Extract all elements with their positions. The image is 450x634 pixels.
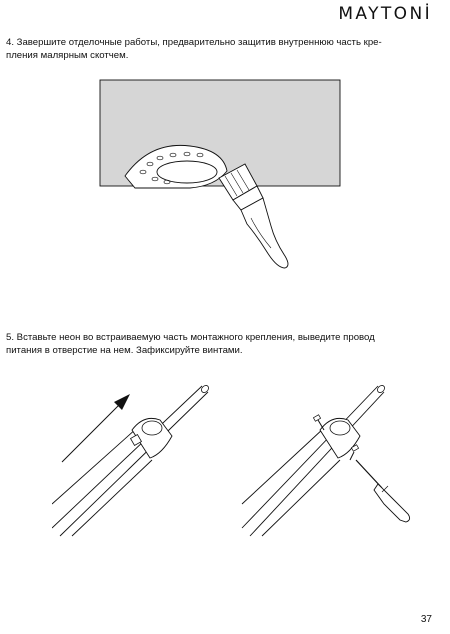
direction-arrow-icon [62,394,130,462]
step-4-text: 4. Завершите отделочные работы, предварительно защитив внутреннюю часть кре- пления малярным скотчем. [6,37,382,61]
step-4-instruction [6,37,436,62]
step-5-instruction [6,332,436,357]
neon-tube [242,384,386,536]
screwdriver-icon [356,460,410,522]
neon-mount-body [52,418,172,536]
step-5-text: 5. Вставьте неон во встраиваемую часть монтажного крепления, выведите провод питания в отверстие на нем. Зафиксируйте винтами. [6,332,375,356]
neon-insertion-illustration [52,380,222,540]
painting-mount-illustration [95,76,345,276]
neon-tube [52,384,210,536]
page-number: 37 [420,614,432,625]
neon-mount-body [242,418,360,536]
screw-fixing-illustration [232,380,422,540]
logo: MAYTONİ [338,4,432,24]
